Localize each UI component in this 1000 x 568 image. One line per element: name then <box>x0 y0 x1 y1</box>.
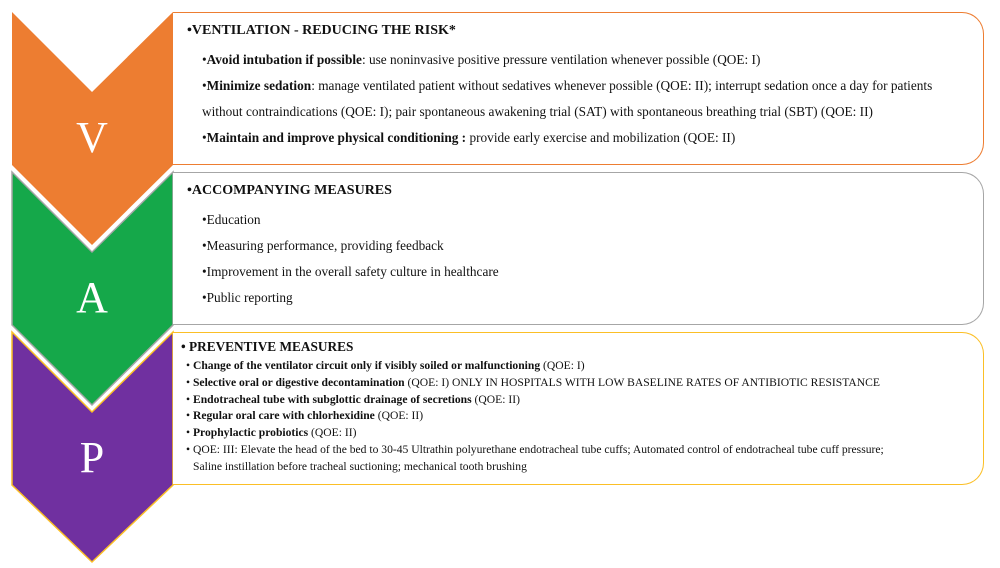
item-text: QOE: III: Elevate the head of the bed to 30-45 Ultrathin polyurethane endotracheal tube cuffs; Automated control of endotracheal tube cuff pressure; <box>192 442 884 456</box>
bullet: • <box>186 409 191 423</box>
preventive-items <box>186 358 884 476</box>
preventive-item <box>186 442 884 459</box>
bullet: • <box>202 212 207 227</box>
ventilation-item-continuation <box>202 99 932 125</box>
heading-text: PREVENTIVE MEASURES <box>188 339 354 354</box>
item-text: Public reporting <box>206 290 293 305</box>
item-bold: Selective oral or digestive decontamination <box>192 375 405 389</box>
accompanying-item <box>202 259 499 285</box>
item-text: : use noninvasive positive pressure ventilation whenever possible (QOE: I) <box>361 52 761 67</box>
preventive-item <box>186 392 884 409</box>
preventive-item <box>186 425 884 442</box>
preventive-item <box>186 408 884 425</box>
ventilation-items <box>202 47 932 151</box>
bullet: • <box>186 442 191 456</box>
preventive-item <box>186 375 884 392</box>
item-bold: Maintain and improve physical conditioning : <box>206 130 467 145</box>
accompanying-box <box>173 172 984 325</box>
item-text: (QOE: I) <box>540 359 585 372</box>
accompanying-items <box>202 207 499 311</box>
item-bold: Avoid intubation if possible <box>206 52 362 67</box>
heading-text: VENTILATION - REDUCING THE RISK* <box>191 23 456 38</box>
accompanying-heading <box>187 183 392 199</box>
item-text: (QOE: II) <box>308 426 357 440</box>
item-text: Saline instillation before tracheal suctioning; mechanical tooth brushing <box>193 459 527 473</box>
item-text: provide early exercise and mobilization (QOE: II) <box>466 130 736 145</box>
letter-p: P <box>79 433 105 482</box>
bullet: • <box>187 183 192 198</box>
bullet: • <box>186 359 191 372</box>
ventilation-item <box>202 73 932 99</box>
preventive-box <box>173 332 984 485</box>
ventilation-item <box>202 47 932 73</box>
item-text: (QOE: II) <box>471 392 520 406</box>
accompanying-item <box>202 285 499 311</box>
bullet: • <box>202 78 207 93</box>
preventive-item <box>186 358 884 375</box>
item-text: (QOE: II) <box>374 409 424 423</box>
letter-v: V <box>76 113 108 162</box>
item-bold: Regular oral care with chlorhexidine <box>192 409 375 423</box>
bullet: • <box>202 238 207 253</box>
item-bold: Minimize sedation <box>206 78 312 93</box>
bullet: • <box>187 23 192 38</box>
item-text: : manage ventilated patient without sedatives whenever possible (QOE: II); interrupt sedation once a day for patients <box>311 78 933 93</box>
bullet: • <box>202 130 207 145</box>
preventive-item-continuation <box>186 459 884 476</box>
bullet: • <box>186 426 191 440</box>
item-bold: Prophylactic probiotics <box>192 426 309 440</box>
bullet: • <box>202 264 207 279</box>
item-bold: Change of the ventilator circuit only if visibly soiled or malfunctioning <box>192 359 541 372</box>
accompanying-item <box>202 233 499 259</box>
bullet: • <box>186 375 191 389</box>
preventive-heading <box>181 339 353 355</box>
ventilation-box <box>173 12 984 165</box>
heading-text: ACCOMPANYING MEASURES <box>191 183 392 198</box>
bullet: • <box>186 392 191 406</box>
item-text: Improvement in the overall safety culture in healthcare <box>206 264 499 279</box>
bullet: • <box>202 52 207 67</box>
item-text: Measuring performance, providing feedback <box>206 238 444 253</box>
item-text: without contraindications (QOE: I); pair spontaneous awakening trial (SAT) with spontaneous breathing trial (SBT) (QOE: II) <box>202 104 873 119</box>
accompanying-item <box>202 207 499 233</box>
bullet: • <box>181 339 186 354</box>
item-text: (QOE: I) ONLY IN HOSPITALS WITH LOW BASELINE RATES OF ANTIBIOTIC RESISTANCE <box>404 375 880 389</box>
letter-a: A <box>76 273 108 322</box>
ventilation-item <box>202 125 932 151</box>
bullet: • <box>202 290 207 305</box>
ventilation-heading <box>187 23 456 39</box>
item-text: Education <box>206 212 261 227</box>
item-bold: Endotracheal tube with subglottic drainage of secretions <box>192 392 472 406</box>
